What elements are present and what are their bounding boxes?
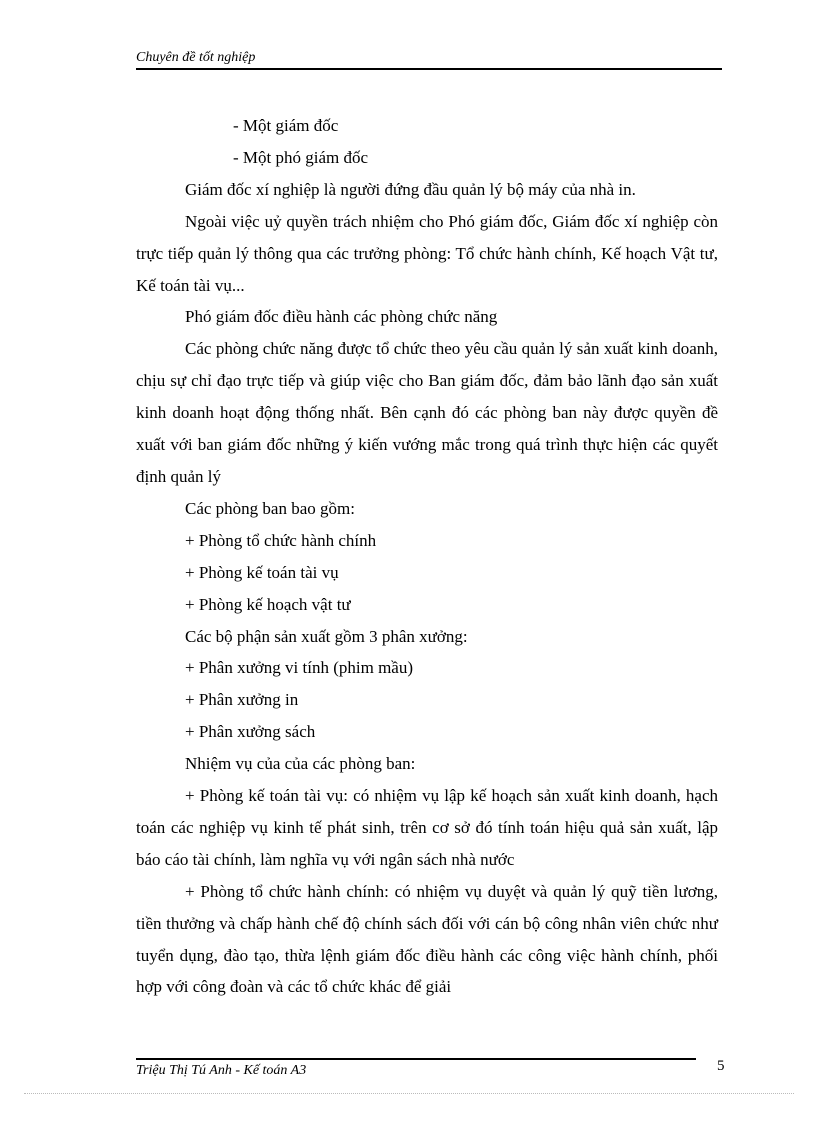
list-item: + Phân xưởng sách bbox=[185, 722, 316, 742]
running-footer: Triệu Thị Tú Anh - Kế toán A3 bbox=[136, 1063, 307, 1078]
list-item: + Phân xưởng vi tính (phim mầu) bbox=[185, 658, 413, 678]
list-item: + Phân xưởng in bbox=[185, 690, 299, 710]
paragraph: Giám đốc xí nghiệp là người đứng đầu quản lý bộ máy của nhà in. bbox=[185, 179, 636, 199]
document-body bbox=[136, 110, 718, 1003]
list-item: - Một phó giám đốc bbox=[233, 147, 369, 167]
footer-divider bbox=[136, 1058, 696, 1060]
list-item: + Phòng tổ chức hành chính bbox=[185, 530, 377, 550]
running-header: Chuyên đề tốt nghiệp bbox=[136, 50, 256, 65]
paragraph: Nhiệm vụ của của các phòng ban: bbox=[185, 754, 416, 774]
list-item: + Phòng kế toán tài vụ bbox=[185, 562, 339, 582]
paragraph: Các bộ phận sản xuất gồm 3 phân xưởng: bbox=[185, 626, 468, 646]
paragraph: + Phòng kế toán tài vụ: có nhiệm vụ lập kế hoạch sản xuất kinh doanh, hạch toán các nghiệp vụ kinh tế phát sinh, trên cơ sở đó tính toán hiệu quả sản xuất, lập báo cáo tài chính, làm nghĩa vụ với ngân sách nhà nước bbox=[136, 786, 718, 869]
paragraph: Ngoài việc uỷ quyền trách nhiệm cho Phó giám đốc, Giám đốc xí nghiệp còn trực tiếp quản lý thông qua các trưởng phòng: Tổ chức hành chính, Kế hoạch Vật tư, Kế toán tài vụ... bbox=[136, 211, 718, 295]
paragraph: Phó giám đốc điều hành các phòng chức năng bbox=[185, 307, 498, 327]
page-number: 5 bbox=[717, 1058, 725, 1074]
paragraph: Các phòng ban bao gồm: bbox=[185, 498, 355, 518]
paragraph: + Phòng tổ chức hành chính: có nhiệm vụ duyệt và quản lý quỹ tiền lương, tiền thưởng và chấp hành chế độ chính sách đối với cán bộ công nhân viên chức như tuyển dụng, đào tạo, thừa lệnh giám đốc điều hành các công việc hành chính, phối hợp với công đoàn và các tổ chức khác để giải bbox=[136, 881, 718, 997]
list-item: - Một giám đốc bbox=[233, 116, 339, 135]
paragraph: Các phòng chức năng được tổ chức theo yêu cầu quản lý sản xuất kinh doanh, chịu sự chỉ đạo trực tiếp và giúp việc cho Ban giám đốc, đảm bảo lãnh đạo sản xuất kinh doanh hoạt động thống nhất. Bên cạnh đó các phòng ban này được quyền đề xuất với ban giám đốc những ý kiến vướng mắc trong quá trình thực hiện các quyết định quản lý bbox=[136, 339, 718, 486]
page-break-line bbox=[24, 1093, 794, 1094]
header-divider bbox=[136, 68, 722, 70]
list-item: + Phòng kế hoạch vật tư bbox=[185, 594, 351, 614]
